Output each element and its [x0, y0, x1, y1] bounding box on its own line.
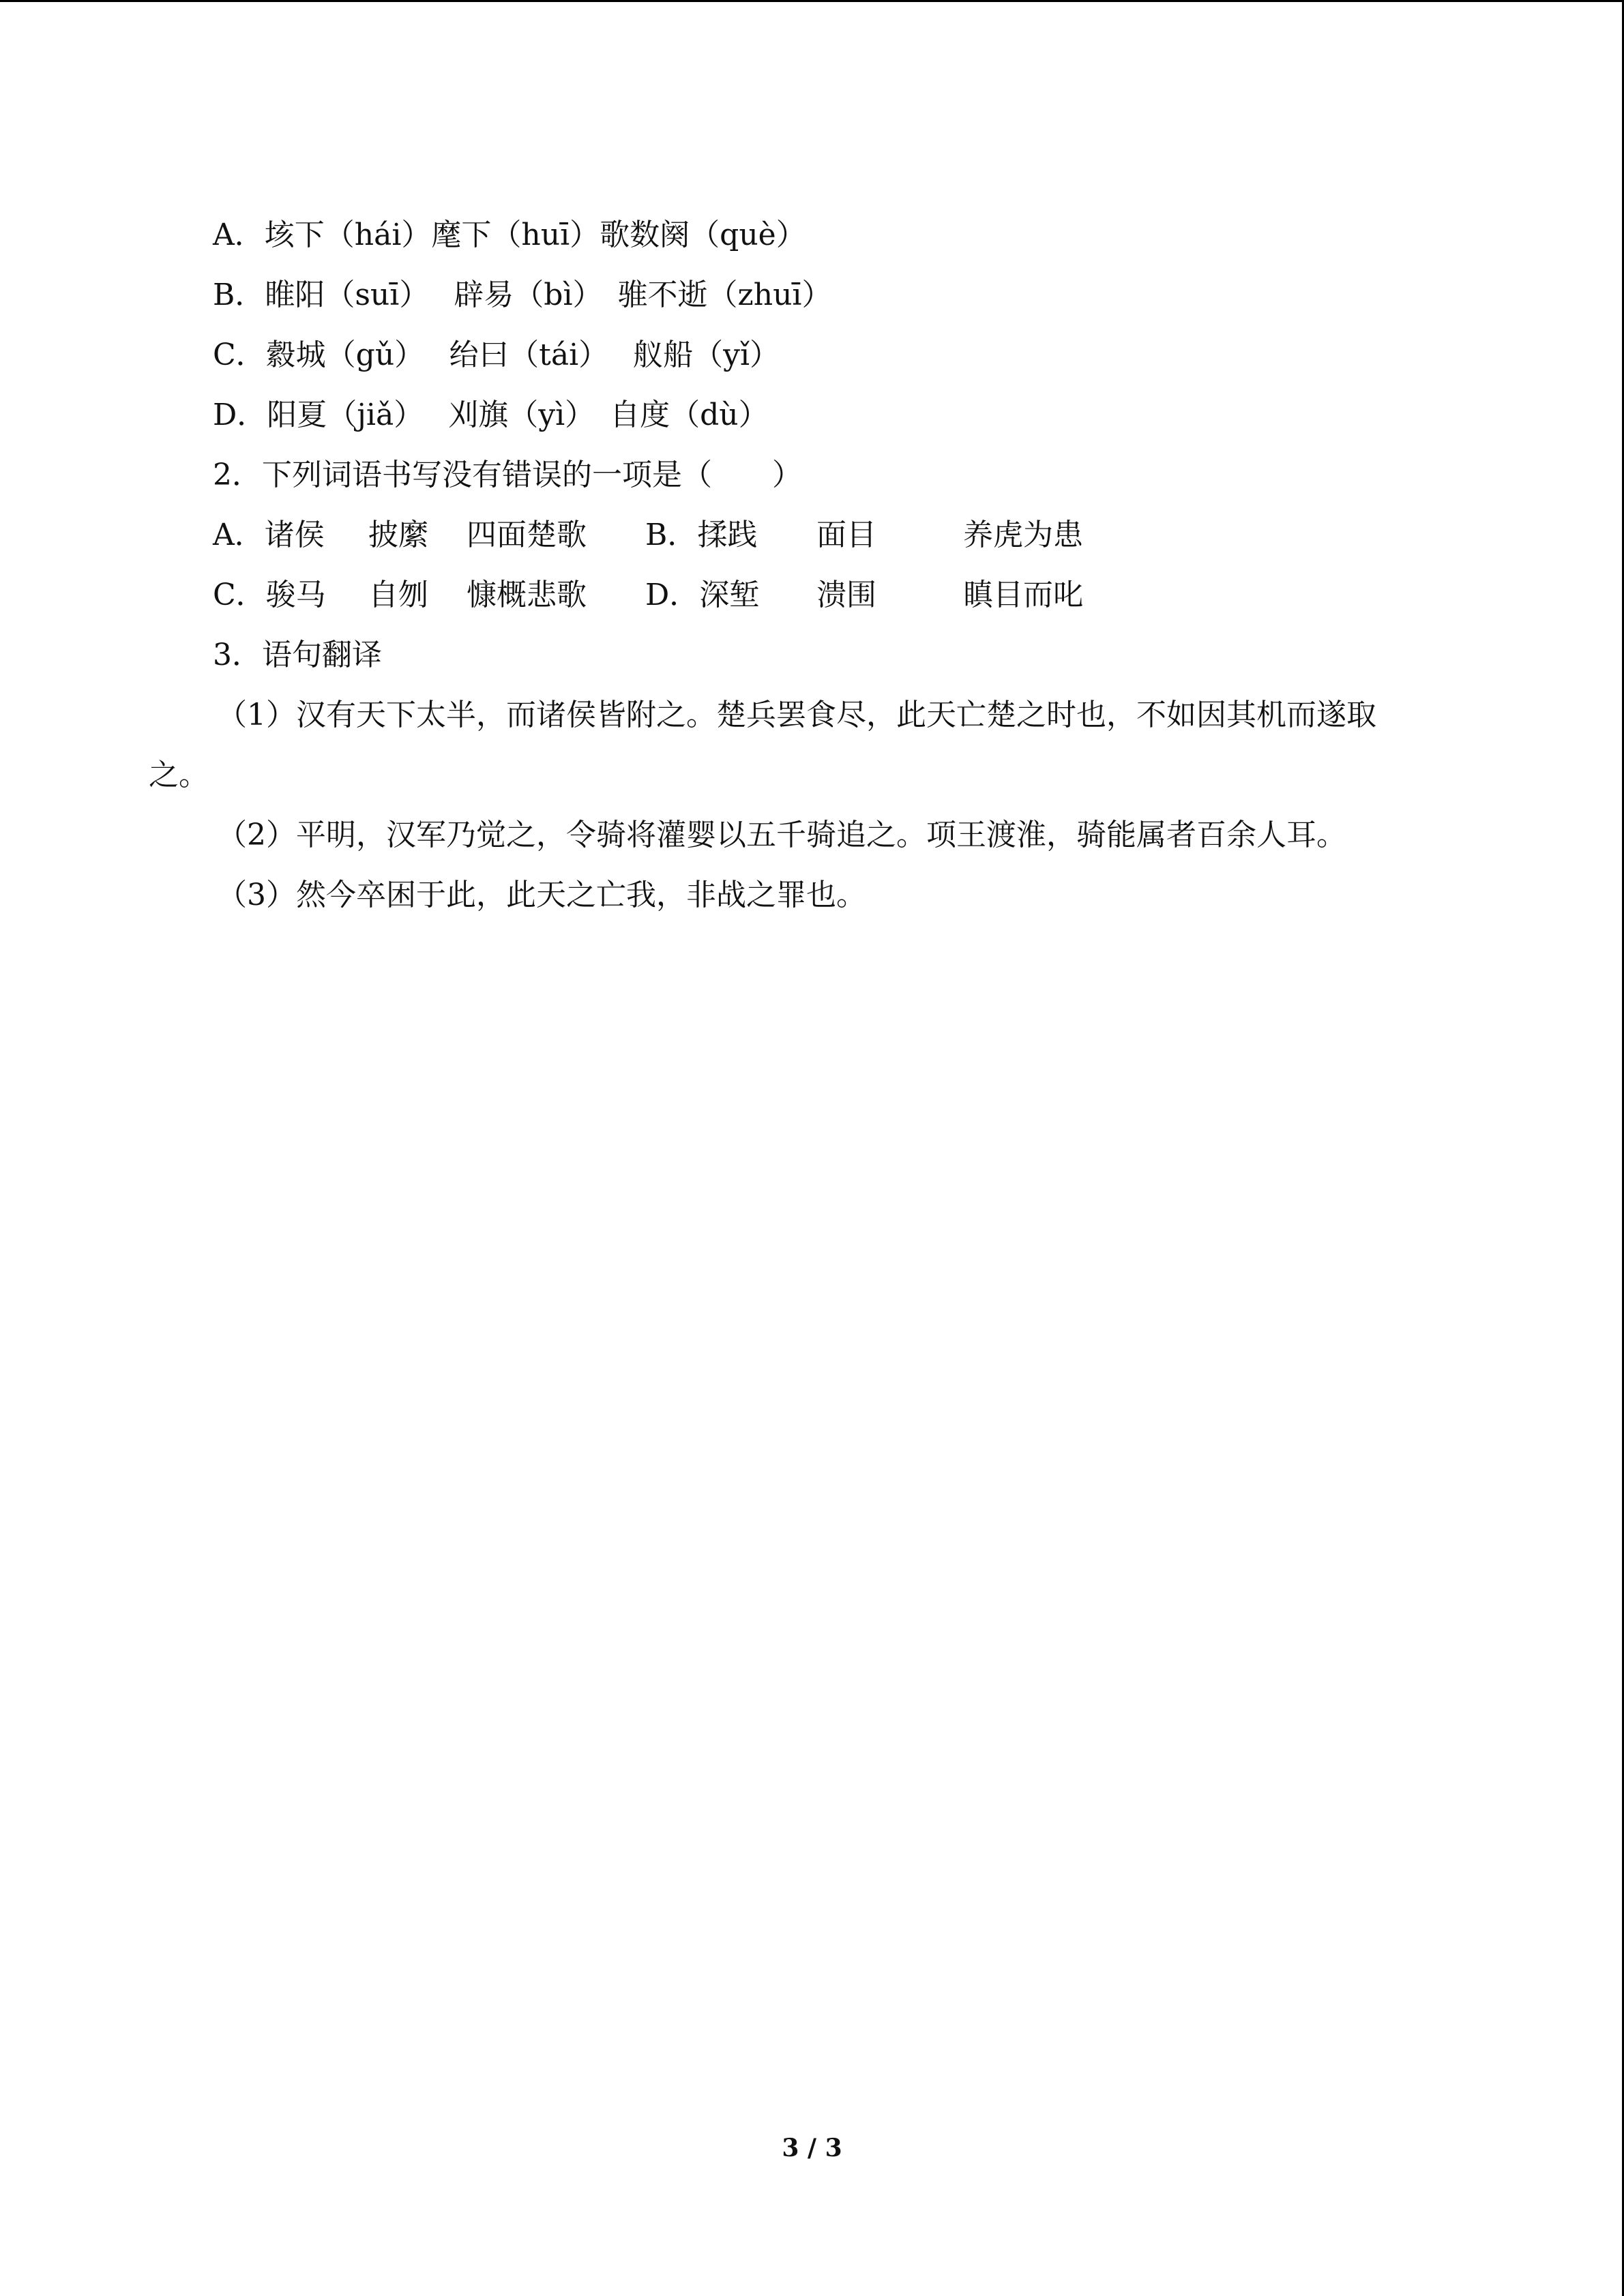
- q2-options-row-1: [213, 515, 1509, 556]
- q2-option-c-word3: 慷概悲歌: [467, 578, 587, 612]
- q1-option-c: C．縠城（gǔ） 绐曰（tái） 舣船（yǐ）: [213, 338, 780, 372]
- q2-option-b-word1: B．揉践: [645, 518, 758, 552]
- q3-stem: 3．语句翻译: [213, 638, 382, 672]
- q2-option-a-word1: A．诸侯: [213, 518, 325, 552]
- q3-item-1-line-1: （1）汉有天下太半，而诸侯皆附之。楚兵罢食尽，此天亡楚之时也，不如因其机而遂取: [217, 698, 1376, 732]
- q2-stem: 2．下列词语书写没有错误的一项是（ ）: [213, 458, 802, 492]
- q1-option-a: A．垓下（hái）麾下（huī）歌数阕（què）: [213, 218, 806, 252]
- page-number: 3 / 3: [782, 2134, 842, 2162]
- page-top-border: [0, 0, 1624, 2]
- q1-option-d: D．阳夏（jiǎ） 刈旗（yì） 自度（dù）: [213, 398, 769, 432]
- q1-option-b: B．睢阳（suī） 辟易（bì） 骓不逝（zhuī）: [213, 278, 832, 312]
- q2-options-row-2: [213, 575, 1509, 616]
- q2-option-b-word2: 面目: [816, 518, 876, 552]
- q3-item-2: （2）平明，汉军乃觉之，令骑将灌婴以五千骑追之。项王渡淮，骑能属者百余人耳。: [217, 818, 1346, 852]
- q2-option-a-word3: 四面楚歌: [467, 518, 587, 552]
- q2-option-c-word1: C．骏马: [213, 578, 326, 612]
- q2-option-d-word3: 瞋目而叱: [963, 578, 1083, 612]
- q2-option-b-word3: 养虎为患: [963, 518, 1083, 552]
- q3-item-3: （3）然今卒困于此，此天之亡我，非战之罪也。: [217, 878, 866, 912]
- q2-option-a-word2: 披縻: [368, 518, 428, 552]
- q2-option-c-word2: 自刎: [368, 578, 428, 612]
- q3-item-1-line-2: 之。: [149, 758, 209, 792]
- q2-option-d-word1: D．深堑: [645, 578, 760, 612]
- q2-option-d-word2: 溃围: [816, 578, 876, 612]
